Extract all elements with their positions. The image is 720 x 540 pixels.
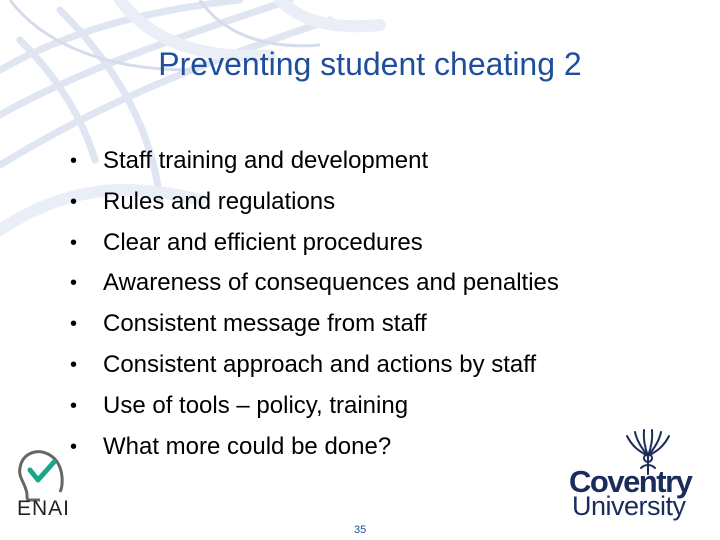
list-item (70, 386, 559, 427)
page-number: 35 (354, 524, 367, 536)
list-item (70, 141, 559, 182)
bullet-text: Use of tools – policy, training (103, 391, 409, 419)
bullet-text: What more could be done? (103, 432, 392, 460)
list-item (70, 345, 559, 386)
bullet-text: Rules and regulations (103, 187, 336, 215)
bullet-marker: • (70, 190, 78, 213)
bullet-marker: • (70, 150, 78, 172)
university-wordmark: University (572, 491, 686, 521)
coventry-university-logo (566, 428, 706, 522)
bullet-marker: • (70, 435, 78, 458)
bullet-marker: • (70, 394, 78, 417)
list-item (70, 182, 559, 223)
enai-wordmark: ENAI (17, 497, 71, 520)
list-item (70, 304, 559, 345)
bullet-marker: • (70, 231, 78, 254)
bullet-text: Consistent approach and actions by staff (103, 350, 537, 378)
bullet-list (70, 141, 559, 467)
bullet-marker: • (70, 353, 78, 376)
coventry-wordmark: Coventry (569, 464, 692, 499)
slide-title: Preventing student cheating 2 (158, 46, 582, 82)
bullet-text: Staff training and development (103, 147, 429, 174)
bullet-text: Clear and efficient procedures (103, 228, 423, 256)
bullet-text: Awareness of consequences and penalties (103, 269, 559, 297)
bullet-marker: • (70, 272, 78, 295)
bullet-marker: • (70, 313, 78, 336)
list-item (70, 427, 559, 468)
bullet-text: Consistent message from staff (103, 310, 427, 338)
list-item (70, 223, 559, 264)
list-item (70, 263, 559, 304)
